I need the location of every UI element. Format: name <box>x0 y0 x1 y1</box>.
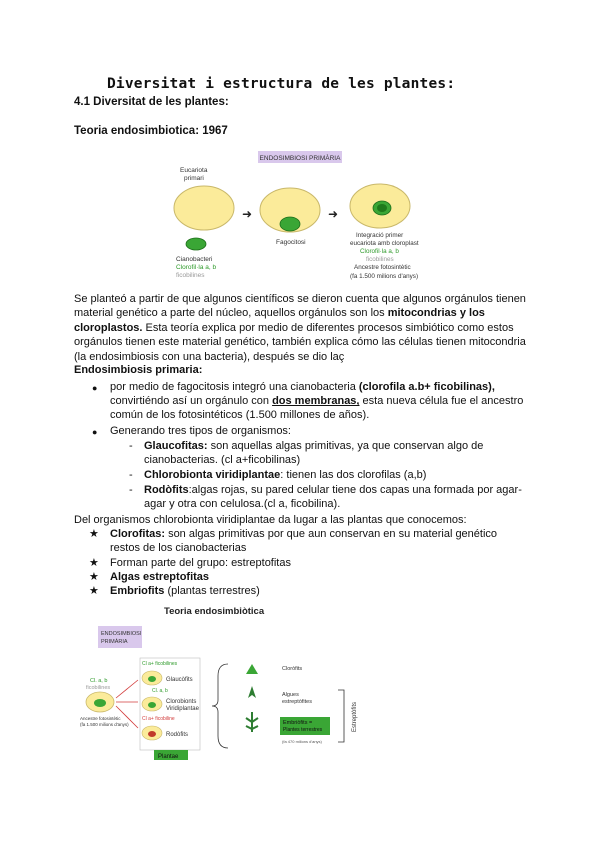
grouping-brace <box>212 664 228 748</box>
origin-chlorophyll: Cl. a, b <box>90 678 108 684</box>
eukaryote-label: Eucariota <box>180 167 208 174</box>
primary-endosymbiosis-figure <box>170 148 440 288</box>
endosymbiosis-heading: Endosimbiosis primaria: <box>74 364 203 376</box>
chlorobiont-plastid <box>148 702 156 708</box>
ancestor-label: Ancestre fotosintètic <box>354 264 411 271</box>
list-item: Forman parte del grupo: estreptofitas <box>110 557 291 569</box>
arrow-1-icon: ➜ <box>242 207 253 221</box>
star-icon: ★ <box>89 585 99 597</box>
chlorobiont-tag: Cl. a, b <box>152 688 168 694</box>
ancestor-chloroplast <box>94 699 106 707</box>
diagram-banner-line2: PRIMÀRIA <box>101 639 128 645</box>
dash-icon: - <box>129 469 133 481</box>
chlorobiont-name: Clorobionts <box>166 699 197 705</box>
diagram-ancestor-date: (fa 1.500 milions d'anys) <box>80 722 129 727</box>
diagram-banner-line1: ENDOSIMBIOSI <box>101 631 142 637</box>
chlorobionta-intro: Del organismos chlorobionta viridiplantae da lugar a las plantas que conocemos: <box>74 514 467 526</box>
rhodophyte-plastid <box>148 731 156 737</box>
star-icon: ★ <box>89 571 99 583</box>
glaucophyte-plastid <box>148 676 156 682</box>
intro-bold-text: mitocondrias y los cloroplastos. <box>74 307 485 334</box>
diagram-ancestor-label: Ancestre fotosintètic <box>80 716 121 721</box>
endosymbiotic-theory-diagram <box>78 600 378 760</box>
origin-phycobilin: ficobilines <box>86 685 111 691</box>
arrow-to-glaucophytes <box>116 680 138 698</box>
engulfed-cyanobacterium <box>280 217 300 231</box>
page-title: Diversitat i estructura de les plantes: <box>107 76 456 92</box>
embryophytes-date: (fa 470 milions d'anys) <box>282 739 322 744</box>
plantae-label: Plantae <box>158 754 179 760</box>
cyanobacterium-label: Cianobacteri <box>176 256 213 263</box>
chlorophytes-label: Cloròfits <box>282 666 303 672</box>
diagram-title: Teoria endosimbiòtica <box>164 606 265 617</box>
land-plant-icon <box>246 712 258 732</box>
intro-text-end: Esta teoría explica por medio de diferentes procesos simbiótico como estos orgánulos tienen este material genético, también explica cómo las células tienen mitocondria (la endosimbiosis con una bacteria), después se dio laç <box>74 321 526 363</box>
green-alga-icon <box>246 664 258 674</box>
chlorophyll-label: Clorofil·la a, b <box>176 264 217 271</box>
land-plants-label: Plantes terrestres <box>283 727 323 733</box>
figure-banner-text: ENDOSIMBIOSI PRIMÀRIA <box>259 155 341 162</box>
integration-chlorophyll: Clorofil·la a, b <box>360 248 399 255</box>
list-item: Generando tres tipos de organismos: <box>110 425 291 437</box>
glaucophyte-name: Glaucòfits <box>166 677 193 683</box>
cyanobacterium-cell <box>186 238 206 250</box>
list-item: Algas estreptofitas <box>110 571 210 583</box>
streptophyte-alga-icon <box>248 686 256 698</box>
eukaryote-label-2: primari <box>184 175 204 182</box>
streptophyte-algae-label-2: estreptòfites <box>282 699 312 705</box>
star-icon: ★ <box>89 557 99 569</box>
star-icon: ★ <box>89 528 99 540</box>
phycobilin-label: ficobilines <box>176 272 205 279</box>
section-heading: 4.1 Diversitat de les plantes: <box>74 96 229 108</box>
list-item: Embriofits (plantas terrestres) <box>110 585 260 597</box>
list-item: Glaucofitas: son aquellas algas primitivas, ya que conservan algo de cianobacterias. (cl a+ficobilinas) <box>144 440 484 467</box>
list-item: Rodòfits:algas rojas, su pared celular tiene dos capas una formada por agar-agar y otra con celulosa.(cl a, ficobilina). <box>144 484 522 511</box>
streptophytes-vertical-label: Estreptòfits <box>352 701 358 732</box>
subsection-heading: Teoria endosimbiotica: 1967 <box>74 125 228 137</box>
list-item: Chlorobionta viridiplantae: tienen las dos clorofilas (a,b) <box>144 469 427 481</box>
intro-text: Se planteó a partir de que algunos científicos se dieron cuenta que algunos orgánulos tienen material genético a parte del núcleo, aquellos orgánulos son los <box>74 293 526 320</box>
embryophytes-label: Embriòfits = <box>283 720 313 726</box>
rhodophyte-tag: Cl a+ ficobiline <box>142 716 175 722</box>
streptophyte-bracket <box>338 690 344 742</box>
eukaryote-cell <box>174 186 234 230</box>
glaucophyte-tag: Cl a+ ficobilines <box>142 661 178 667</box>
list-item: por medio de fagocitosis integró una cianobacteria (clorofila a.b+ ficobilinas), convirtiéndo así un orgánulo con dos membranas, esta nueva célula fue el ancestro común de los fotosintéticos (1.500 millones de años). <box>110 381 524 422</box>
ancestor-date-label: (fa 1.500 milions d'anys) <box>350 273 419 280</box>
dash-icon: - <box>129 440 133 452</box>
integration-label-2: eucariota amb cloroplast <box>350 240 419 247</box>
integration-label: Integració primer <box>356 232 404 239</box>
arrow-2-icon: ➜ <box>328 207 339 221</box>
bullet-icon: ● <box>92 427 98 437</box>
dash-icon: - <box>129 484 133 496</box>
intro-paragraph <box>74 292 526 364</box>
list-item: Clorofitas: son algas primitivas por que aun conservan en su material genético restos de los cianobacterias <box>110 528 498 555</box>
rhodophyte-name: Rodòfits <box>166 732 189 738</box>
bullet-icon: ● <box>92 383 98 393</box>
viridiplantae-name: Viridiplantae <box>166 706 199 712</box>
integration-phycobilin: ficobilines <box>366 256 394 263</box>
streptophyte-algae-label: Algues <box>282 692 299 698</box>
chloroplast-inner <box>377 204 387 212</box>
phagocytosis-label: Fagocitosi <box>276 239 306 246</box>
